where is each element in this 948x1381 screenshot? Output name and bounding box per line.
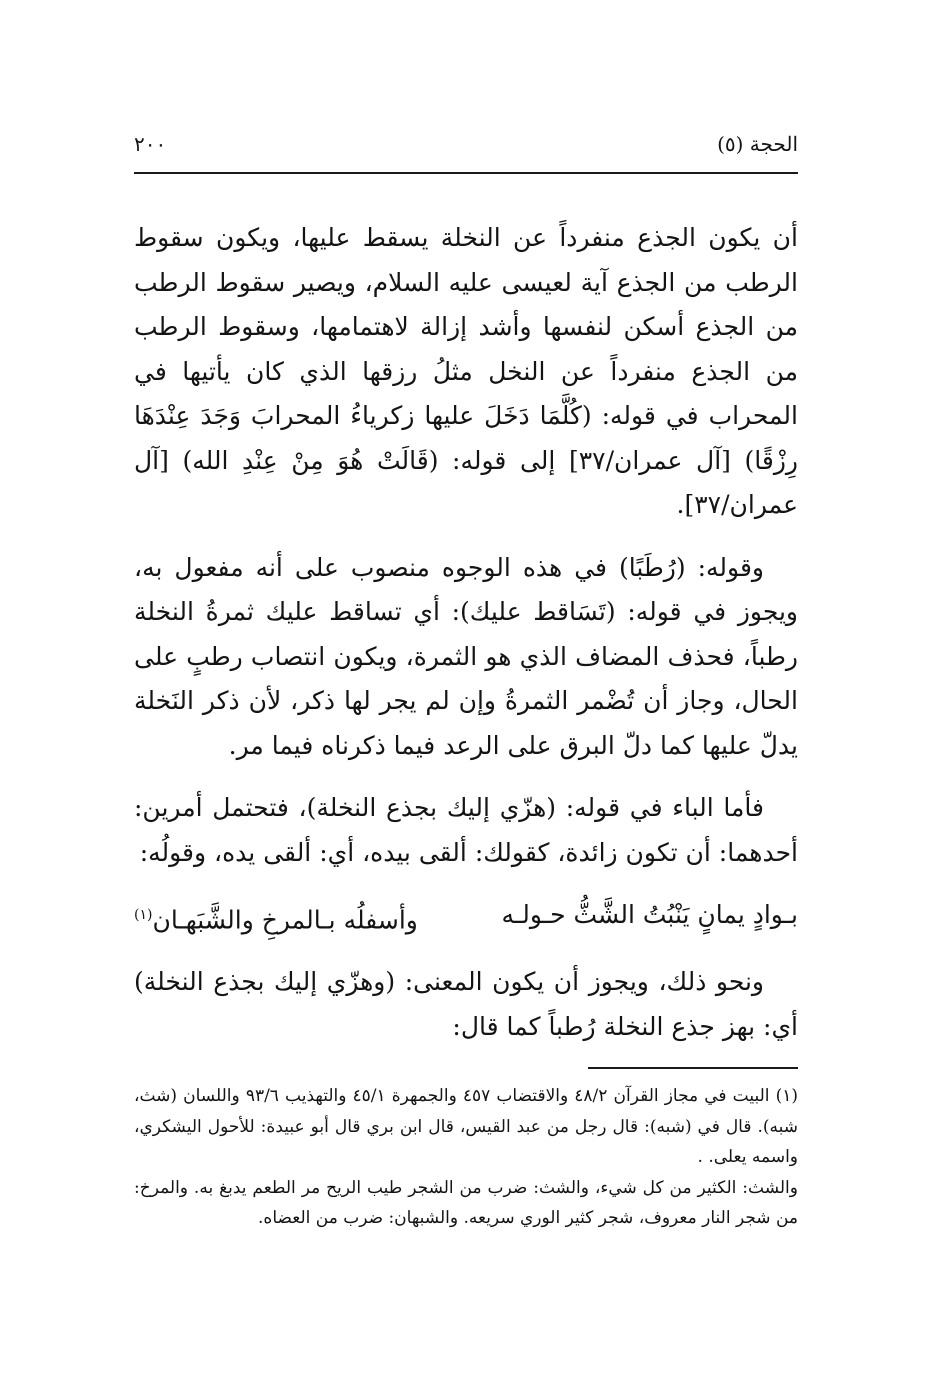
paragraph: أن يكون الجذع منفرداً عن النخلة يسقط عليها، ويكون سقوط الرطب من الجذع آية لعيسى عليه السلام، ويصير سقوط الرطب من الجذع أسكن لنفسها وأشد إزالة لاهتمامها، وسقوط الرطب من الجذع منفرداً عن النخل مثلُ رزقها الذي كان يأتيها في المحراب في قوله: (كُلَّمَا دَخَلَ عليها زكرياءُ المحرابَ وَجَدَ عِنْدَهَا رِزْقًا) [آل عمران/٣٧] إلى قوله: (قَالَتْ هُوَ مِنْ عِنْدِ الله) [آل عمران/٣٧]. [134,223,798,519]
paragraph: ونحو ذلك، ويجوز أن يكون المعنى: (وهزّي إليك بجذع النخلة) أي: بهز جذع النخلة رُطباً كما قال: [134,967,798,1041]
footnote-marker: (١) [134,907,153,923]
poetry-verse [134,893,798,942]
running-title: الحجة (٥) [717,132,798,156]
footnote: (١) البيت في مجاز القرآن ٤٨/٢ والاقتضاب ٤٥٧ والجمهرة ٤٥/١ والتهذيب ٩٣/٦ واللسان (شث، شبه). قال في (شبه): قال رجل من عبد القيس، قال ابن بري قال أبو عبيدة: للأحول اليشكري، واسمه يعلى. . [134,1086,798,1168]
verse-second-hemistich [134,893,418,942]
verse-second-hemistich-text: وأسفلُه بـالمرخِ والشَّبَهـان [152,905,418,935]
paragraph: وقوله: (رُطَبًا) في هذه الوجوه منصوب على أنه مفعول به، ويجوز في قوله: (تَسَاقط عليك): أي تساقط عليك ثمرةُ النخلة رطباً، فحذف المضاف الذي هو الثمرة، ويكون انتصاب رطبٍ على الحال، وجاز أن تُضْمر الثمرةُ وإن لم يجر لها ذكر، لأن ذكر النَخلة يدلّ عليها كما دلّ البرق على الرعد فيما ذكرناه فيما مر. [134,552,798,760]
footnote-continuation: والشث: الكثير من كل شيء، والشث: ضرب من الشجر طيب الريح مر الطعم يدبغ به. والمرخ: من شجر النار معروف، شجر كثير الوري سريعه. والشبهان: ضرب من العضاه. [134,1177,798,1229]
footnotes [134,1081,798,1234]
book-page [134,128,798,1234]
paragraph: فأما الباء في قوله: (هزّي إليك بجذع النخلة)، فتحتمل أمرين: أحدهما: أن تكون زائدة، كقولك: ألقى بيده، أي: ألقى يده، وقولُه: [134,793,798,867]
footnote-separator [588,1067,798,1069]
verse-first-hemistich: بـوادٍ يمانٍ يَنْبُتُ الشَّثُّ حـولـه [501,900,798,929]
page-header [134,128,798,174]
main-text [134,216,798,1049]
page-number: ٢٠٠ [134,132,167,156]
